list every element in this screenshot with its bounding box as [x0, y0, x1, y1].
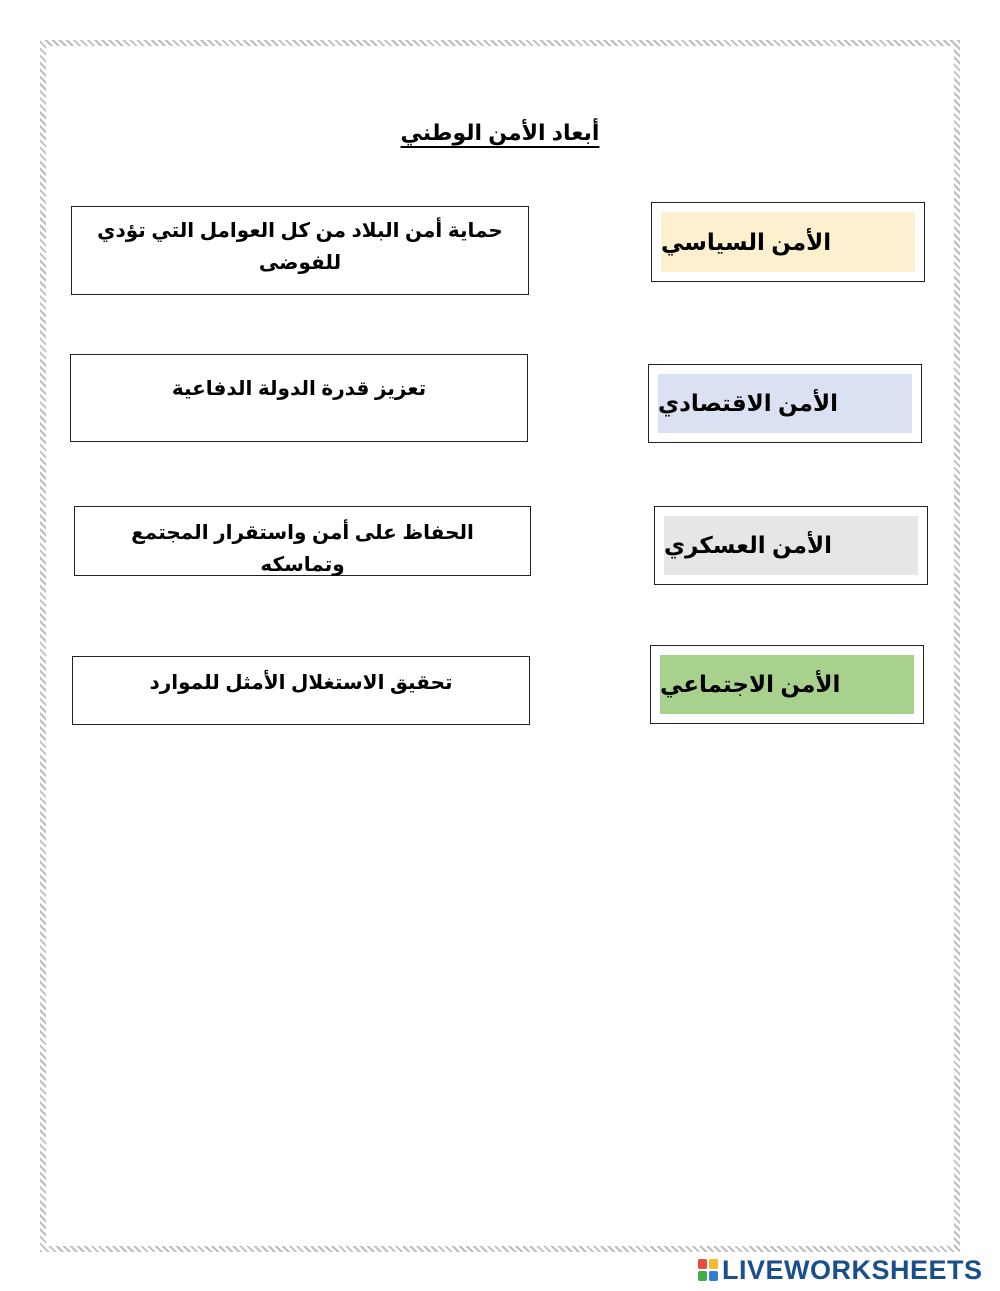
term-fill [660, 655, 914, 714]
term-box-social[interactable] [650, 645, 924, 724]
logo-text: LIVEWORKSHEETS [722, 1254, 983, 1285]
term-fill [658, 374, 912, 433]
definition-box-1[interactable] [71, 206, 529, 295]
definition-text: تعزيز قدرة الدولة الدفاعية [171, 378, 427, 400]
term-box-economic[interactable] [648, 364, 922, 443]
definition-text: تحقيق الاستغلال الأمثل للموارد [149, 672, 453, 694]
liveworksheets-logo[interactable] [698, 1255, 983, 1285]
term-label: الأمن العسكري [664, 532, 833, 558]
term-label: الأمن الاقتصادي [658, 390, 838, 416]
definition-text: الحفاظ على أمن واستقرار المجتمع وتماسكه [131, 522, 474, 576]
definition-box-2[interactable] [70, 354, 528, 442]
term-label: الأمن الاجتماعي [660, 671, 841, 697]
term-label: الأمن السياسي [661, 228, 832, 255]
worksheet-title: أبعاد الأمن الوطني [400, 120, 600, 145]
term-box-political[interactable] [651, 202, 925, 282]
definition-box-3[interactable] [74, 506, 531, 576]
definition-text: حماية أمن البلاد من كل العوامل التي تؤدي للفوضى [97, 220, 503, 274]
logo-icon [698, 1259, 718, 1281]
definition-box-4[interactable] [72, 656, 530, 725]
term-fill [661, 212, 915, 272]
term-box-military[interactable] [654, 506, 928, 585]
term-fill [664, 516, 918, 575]
